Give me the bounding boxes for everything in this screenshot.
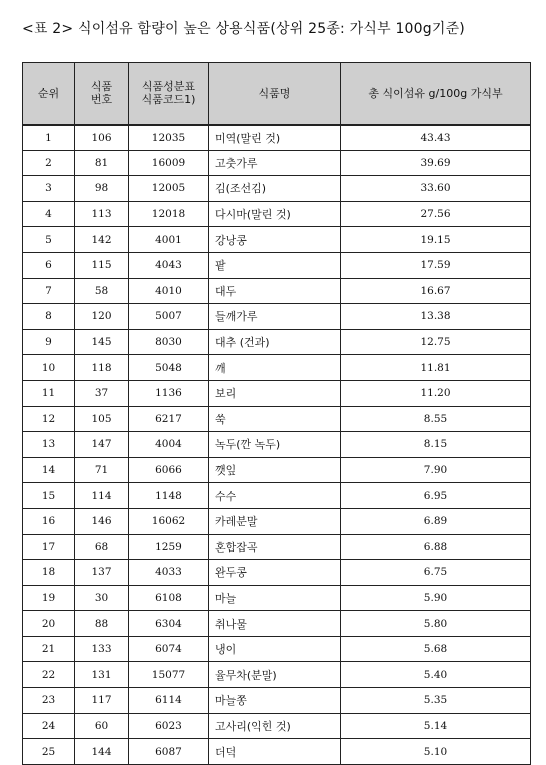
rank-cell: 23 [23,688,75,714]
food-name-cell: 카레분말 [209,508,341,534]
composition-code-cell: 4033 [129,560,209,586]
food-number-cell: 106 [75,125,129,151]
food-name-cell: 강낭콩 [209,227,341,253]
food-number-cell: 120 [75,304,129,330]
total-fiber-cell: 6.89 [341,508,531,534]
total-fiber-cell: 19.15 [341,227,531,253]
total-fiber-cell: 7.90 [341,457,531,483]
rank-cell: 16 [23,508,75,534]
rank-cell: 3 [23,176,75,202]
total-fiber-cell: 5.80 [341,611,531,637]
food-number-cell: 68 [75,534,129,560]
total-fiber-cell: 13.38 [341,304,531,330]
table-row [23,739,531,765]
table-header [23,63,531,125]
food-number-cell: 118 [75,355,129,381]
table-row [23,585,531,611]
rank-cell: 14 [23,457,75,483]
food-name-cell: 대추 (건과) [209,329,341,355]
food-name-cell: 팥 [209,252,341,278]
rank-cell: 18 [23,560,75,586]
rank-cell: 19 [23,585,75,611]
composition-code-cell: 12035 [129,125,209,151]
food-name-cell: 취나물 [209,611,341,637]
table-row [23,380,531,406]
header-rank: 순위 [23,63,75,125]
food-name-cell: 더덕 [209,739,341,765]
composition-code-cell: 12005 [129,176,209,202]
fiber-table [22,62,531,765]
food-number-cell: 37 [75,380,129,406]
food-number-cell: 115 [75,252,129,278]
table-row [23,636,531,662]
header-food-number-line2: 번호 [90,93,113,107]
food-name-cell: 쑥 [209,406,341,432]
food-name-cell: 마늘 [209,585,341,611]
header-food-number [75,63,129,125]
food-name-cell: 깨 [209,355,341,381]
total-fiber-cell: 6.88 [341,534,531,560]
food-name-cell: 녹두(깐 녹두) [209,432,341,458]
food-name-cell: 마늘쫑 [209,688,341,714]
food-number-cell: 30 [75,585,129,611]
table-row [23,534,531,560]
composition-code-cell: 1148 [129,483,209,509]
food-number-cell: 137 [75,560,129,586]
food-name-cell: 완두콩 [209,560,341,586]
composition-code-cell: 12018 [129,201,209,227]
total-fiber-cell: 16.67 [341,278,531,304]
total-fiber-cell: 5.10 [341,739,531,765]
table-row [23,483,531,509]
table-row [23,355,531,381]
food-name-cell: 김(조선김) [209,176,341,202]
composition-code-cell: 6087 [129,739,209,765]
food-number-cell: 114 [75,483,129,509]
food-number-cell: 71 [75,457,129,483]
composition-code-cell: 16009 [129,150,209,176]
food-number-cell: 88 [75,611,129,637]
food-name-cell: 율무차(분말) [209,662,341,688]
rank-cell: 2 [23,150,75,176]
rank-cell: 17 [23,534,75,560]
total-fiber-cell: 5.68 [341,636,531,662]
food-name-cell: 대두 [209,278,341,304]
table-row [23,125,531,151]
composition-code-cell: 8030 [129,329,209,355]
rank-cell: 21 [23,636,75,662]
total-fiber-cell: 27.56 [341,201,531,227]
table-caption: <표 2> 식이섬유 함량이 높은 상용식품(상위 25종: 가식부 100g기준) [22,21,465,37]
rank-cell: 13 [23,432,75,458]
rank-cell: 8 [23,304,75,330]
total-fiber-cell: 8.15 [341,432,531,458]
table-row [23,688,531,714]
table-row [23,508,531,534]
total-fiber-cell: 6.95 [341,483,531,509]
rank-cell: 22 [23,662,75,688]
food-number-cell: 145 [75,329,129,355]
rank-cell: 6 [23,252,75,278]
total-fiber-cell: 5.40 [341,662,531,688]
total-fiber-cell: 17.59 [341,252,531,278]
food-name-cell: 혼합잡곡 [209,534,341,560]
composition-code-cell: 6304 [129,611,209,637]
header-food-name: 식품명 [209,63,341,125]
rank-cell: 15 [23,483,75,509]
table-row [23,611,531,637]
composition-code-cell: 15077 [129,662,209,688]
food-name-cell: 고사리(익힌 것) [209,713,341,739]
food-number-cell: 113 [75,201,129,227]
header-row [23,63,531,125]
food-name-cell: 보리 [209,380,341,406]
food-name-cell: 다시마(말린 것) [209,201,341,227]
food-number-cell: 98 [75,176,129,202]
food-number-cell: 133 [75,636,129,662]
header-composition-code [129,63,209,125]
rank-cell: 1 [23,125,75,151]
food-number-cell: 147 [75,432,129,458]
composition-code-cell: 1136 [129,380,209,406]
food-number-cell: 131 [75,662,129,688]
table-row [23,560,531,586]
header-food-number-line1: 식품 [90,80,113,94]
rank-cell: 5 [23,227,75,253]
rank-cell: 11 [23,380,75,406]
composition-code-cell: 4004 [129,432,209,458]
total-fiber-cell: 33.60 [341,176,531,202]
food-number-cell: 81 [75,150,129,176]
composition-code-cell: 6217 [129,406,209,432]
table-body [23,125,531,765]
food-name-cell: 들깨가루 [209,304,341,330]
composition-code-cell: 6074 [129,636,209,662]
food-name-cell: 수수 [209,483,341,509]
composition-code-cell: 6108 [129,585,209,611]
table-row [23,662,531,688]
table-row [23,201,531,227]
total-fiber-cell: 12.75 [341,329,531,355]
food-name-cell: 냉이 [209,636,341,662]
composition-code-cell: 4010 [129,278,209,304]
composition-code-cell: 1259 [129,534,209,560]
composition-code-cell: 4001 [129,227,209,253]
composition-code-cell: 6114 [129,688,209,714]
total-fiber-cell: 5.35 [341,688,531,714]
table-row [23,150,531,176]
table-row [23,432,531,458]
rank-cell: 7 [23,278,75,304]
food-number-cell: 58 [75,278,129,304]
rank-cell: 20 [23,611,75,637]
table-row [23,278,531,304]
total-fiber-cell: 43.43 [341,125,531,151]
food-number-cell: 60 [75,713,129,739]
total-fiber-cell: 11.81 [341,355,531,381]
total-fiber-cell: 6.75 [341,560,531,586]
rank-cell: 9 [23,329,75,355]
table-row [23,406,531,432]
food-number-cell: 146 [75,508,129,534]
rank-cell: 4 [23,201,75,227]
food-number-cell: 142 [75,227,129,253]
header-total-fiber: 총 식이섬유 g/100g 가식부 [341,63,531,125]
composition-code-cell: 4043 [129,252,209,278]
composition-code-cell: 6066 [129,457,209,483]
table-row [23,329,531,355]
table-row [23,227,531,253]
total-fiber-cell: 5.14 [341,713,531,739]
total-fiber-cell: 5.90 [341,585,531,611]
rank-cell: 24 [23,713,75,739]
rank-cell: 25 [23,739,75,765]
table-row [23,304,531,330]
table-row [23,252,531,278]
food-number-cell: 144 [75,739,129,765]
rank-cell: 12 [23,406,75,432]
food-name-cell: 깻잎 [209,457,341,483]
composition-code-cell: 5007 [129,304,209,330]
table-row [23,176,531,202]
composition-code-cell: 6023 [129,713,209,739]
food-number-cell: 105 [75,406,129,432]
food-name-cell: 고춧가루 [209,150,341,176]
food-name-cell: 미역(말린 것) [209,125,341,151]
header-composition-code-line2: 식품코드1) [141,93,196,107]
composition-code-cell: 16062 [129,508,209,534]
total-fiber-cell: 8.55 [341,406,531,432]
total-fiber-cell: 39.69 [341,150,531,176]
table-row [23,457,531,483]
total-fiber-cell: 11.20 [341,380,531,406]
rank-cell: 10 [23,355,75,381]
composition-code-cell: 5048 [129,355,209,381]
food-number-cell: 117 [75,688,129,714]
header-composition-code-line1: 식품성분표 [141,80,196,94]
table-row [23,713,531,739]
